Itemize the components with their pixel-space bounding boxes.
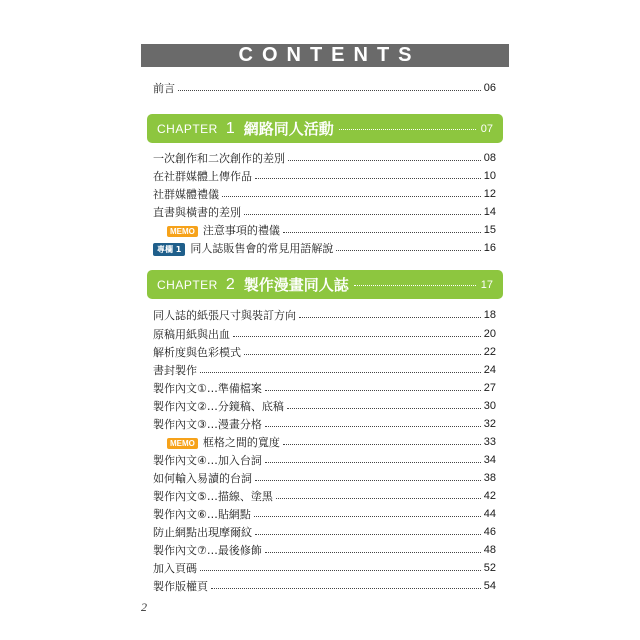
toc-entry-page: 32 [483, 418, 496, 430]
contents-title: CONTENTS [238, 44, 421, 66]
leader-dots [339, 121, 476, 130]
toc-entry[interactable] [153, 380, 496, 396]
leader-dots [255, 170, 481, 179]
leader-dots [336, 242, 480, 251]
chapter-number: 1 [225, 119, 235, 137]
toc-entry-page: 10 [483, 170, 496, 182]
toc-entry-topic[interactable] [153, 240, 496, 256]
toc-entry-label: 防止網點出現摩爾紋 [153, 526, 252, 539]
chapter-1-banner[interactable] [147, 114, 503, 143]
toc-entry-page: 46 [483, 526, 496, 538]
leader-dots [287, 400, 481, 409]
toc-entry[interactable] [153, 506, 496, 522]
toc-entry-label: 原稿用紙與出血 [153, 328, 230, 341]
toc-entry-label: 製作版權頁 [153, 580, 208, 593]
leader-dots [265, 382, 481, 391]
toc-entry-label: 製作內文④…加入台詞 [153, 454, 262, 467]
toc-entry-page: 06 [483, 82, 496, 94]
toc-entry-page: 48 [483, 544, 496, 556]
toc-entry-page: 30 [483, 400, 496, 412]
leader-dots [178, 82, 481, 91]
leader-dots [244, 206, 481, 215]
toc-entry-label: 製作內文⑥…貼網點 [153, 508, 251, 521]
toc-entry-page: 42 [483, 490, 496, 502]
toc-entry-memo[interactable] [153, 222, 496, 238]
toc-entry-label: 解析度與色彩模式 [153, 346, 241, 359]
toc-entry[interactable] [153, 542, 496, 558]
toc-entry[interactable] [153, 470, 496, 486]
leader-dots [265, 418, 481, 427]
contents-header [141, 44, 509, 67]
toc-entry[interactable] [153, 204, 496, 220]
toc-entry-label: 製作內文②…分鏡稿、底稿 [153, 400, 284, 413]
toc-entry[interactable] [153, 524, 496, 540]
leader-dots [265, 454, 481, 463]
toc-entry-page: 16 [483, 242, 496, 254]
toc-entry-label: 製作內文③…漫畫分格 [153, 418, 262, 431]
toc-entry-label: 如何輸入易讀的台詞 [153, 472, 252, 485]
toc-entry-page: 24 [483, 364, 496, 376]
toc-entry-page: 20 [483, 328, 496, 340]
toc-entry[interactable] [153, 307, 496, 323]
toc-entry-page: 12 [483, 188, 496, 200]
toc-entry[interactable] [153, 150, 496, 166]
toc-entry[interactable] [153, 362, 496, 378]
toc-entry-page: 14 [483, 206, 496, 218]
leader-dots [255, 526, 481, 535]
leader-dots [233, 328, 481, 337]
toc-entry[interactable] [153, 452, 496, 468]
toc-entry-label: 社群媒體禮儀 [153, 188, 219, 201]
chapter-2-banner[interactable] [147, 270, 503, 299]
chapter-word: CHAPTER [157, 277, 218, 292]
toc-entry-label: 製作內文①…準備檔案 [153, 382, 262, 395]
toc-entry-memo[interactable] [153, 434, 496, 450]
chapter-word: CHAPTER [157, 121, 218, 136]
leader-dots [244, 346, 481, 355]
chapter-title: 網路同人活動 [243, 120, 334, 138]
leader-dots [211, 580, 481, 589]
leader-dots [283, 436, 481, 445]
toc-entry-label: 同人誌販售會的常見用語解說 [190, 242, 334, 255]
toc-entry-page: 34 [483, 454, 496, 466]
chapter-title: 製作漫畫同人誌 [243, 276, 349, 294]
toc-entry-label: 注意事項的禮儀 [202, 224, 280, 237]
toc-entry-page: 38 [483, 472, 496, 484]
toc-entry-label: 加入頁碼 [153, 562, 197, 575]
toc-entry[interactable] [153, 186, 496, 202]
toc-entry[interactable] [153, 416, 496, 432]
folio-page-number: 2 [141, 600, 147, 614]
leader-dots [222, 188, 481, 197]
toc-entry-label: 一次創作和二次創作的差別 [153, 152, 285, 165]
toc-entry[interactable] [153, 168, 496, 184]
toc-entry[interactable] [153, 398, 496, 414]
toc-entry-page: 08 [483, 152, 496, 164]
leader-dots [255, 472, 481, 481]
leader-dots [283, 224, 481, 233]
toc-entry-page: 15 [483, 224, 496, 236]
memo-badge: MEMO [167, 226, 198, 237]
toc-entry-label: 框格之間的寬度 [202, 436, 280, 449]
toc-entry-page: 44 [483, 508, 496, 520]
toc-entry-label: 書封製作 [153, 364, 197, 377]
leader-dots [299, 309, 481, 318]
toc-entry-preface[interactable] [153, 80, 496, 96]
memo-badge: MEMO [167, 438, 198, 449]
leader-dots [265, 544, 481, 553]
chapter-page: 07 [480, 122, 493, 135]
toc-entry-page: 22 [483, 346, 496, 358]
toc-entry[interactable] [153, 578, 496, 594]
leader-dots [200, 364, 481, 373]
toc-entry-page: 54 [483, 580, 496, 592]
toc-entry[interactable] [153, 344, 496, 360]
toc-entry[interactable] [153, 488, 496, 504]
leader-dots [288, 152, 481, 161]
toc-entry-page: 52 [483, 562, 496, 574]
toc-entry[interactable] [153, 560, 496, 576]
chapter-number: 2 [225, 275, 235, 293]
toc-entry-label: 製作內文⑦…最後修飾 [153, 544, 262, 557]
toc-entry-page: 33 [483, 436, 496, 448]
toc-entry-label: 製作內文⑤…描線、塗黑 [153, 490, 273, 503]
topic-badge: 專欄 1 [153, 243, 185, 256]
toc-entry-label: 同人誌的紙張尺寸與裝訂方向 [153, 309, 296, 322]
toc-entry[interactable] [153, 326, 496, 342]
leader-dots [276, 490, 481, 499]
leader-dots [200, 562, 481, 571]
leader-dots [254, 508, 481, 517]
toc-entry-label: 在社群媒體上傳作品 [153, 170, 252, 183]
toc-entry-label: 前言 [153, 82, 175, 95]
leader-dots [354, 277, 476, 286]
toc-entry-page: 27 [483, 382, 496, 394]
toc-entry-page: 18 [483, 309, 496, 321]
chapter-page: 17 [480, 278, 493, 291]
toc-entry-label: 直書與橫書的差別 [153, 206, 241, 219]
